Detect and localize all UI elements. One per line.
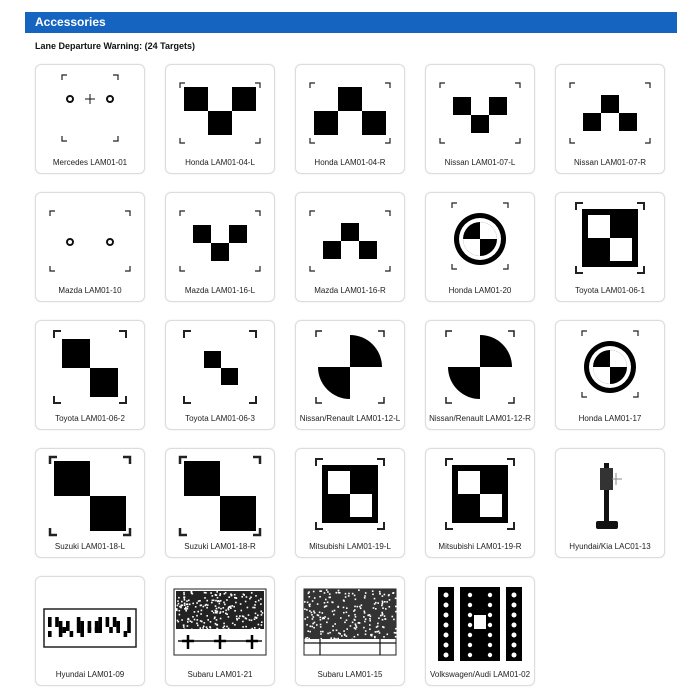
- target-card[interactable]: [555, 64, 665, 174]
- target-label: Nissan/Renault LAM01-12-L: [299, 414, 401, 423]
- target-card[interactable]: [35, 320, 145, 430]
- target-label: Hyundai/Kia LAC01-13: [569, 542, 651, 551]
- target-pattern-image: [40, 453, 140, 538]
- target-pattern-image: [300, 325, 400, 410]
- target-card[interactable]: [165, 320, 275, 430]
- target-pattern-image: [430, 69, 530, 154]
- target-label: Mazda LAM01-16-R: [314, 286, 386, 295]
- target-card[interactable]: [555, 448, 665, 558]
- target-card[interactable]: [295, 192, 405, 302]
- target-card[interactable]: [425, 192, 535, 302]
- target-pattern-image: [170, 197, 270, 282]
- target-pattern-image: [430, 197, 530, 282]
- target-card[interactable]: [425, 320, 535, 430]
- target-pattern-image: [40, 197, 140, 282]
- target-card[interactable]: [295, 320, 405, 430]
- target-label: Toyota LAM01-06-3: [185, 414, 255, 423]
- target-card[interactable]: [295, 576, 405, 686]
- target-label: Nissan LAM01-07-R: [573, 158, 647, 167]
- target-label: Mitsubishi LAM01-19-R: [438, 542, 522, 551]
- target-pattern-image: [300, 69, 400, 154]
- target-label: Mazda LAM01-10: [58, 286, 122, 295]
- target-label: Mitsubishi LAM01-19-L: [309, 542, 391, 551]
- target-card[interactable]: [165, 192, 275, 302]
- target-pattern-image: [430, 581, 530, 666]
- target-card[interactable]: [165, 448, 275, 558]
- target-label: Volkswagen/Audi LAM01-02: [429, 670, 531, 679]
- target-pattern-image: [300, 197, 400, 282]
- target-card[interactable]: [35, 64, 145, 174]
- target-card[interactable]: [425, 576, 535, 686]
- target-pattern-image: [560, 325, 660, 410]
- target-pattern-image: [300, 453, 400, 538]
- section-title: Lane Departure Warning: (24 Targets): [35, 41, 196, 51]
- target-label: Suzuki LAM01-18-L: [54, 542, 126, 551]
- target-card[interactable]: [35, 448, 145, 558]
- target-card[interactable]: [555, 320, 665, 430]
- target-pattern-image: [170, 453, 270, 538]
- target-card[interactable]: [425, 64, 535, 174]
- target-pattern-image: [560, 197, 660, 282]
- target-label: Nissan LAM01-07-L: [444, 158, 516, 167]
- target-card[interactable]: [555, 192, 665, 302]
- target-label: Toyota LAM01-06-1: [575, 286, 645, 295]
- target-label: Nissan/Renault LAM01-12-R: [429, 414, 531, 423]
- target-card[interactable]: [165, 64, 275, 174]
- target-label: Mercedes LAM01-01: [52, 158, 128, 167]
- target-label: Toyota LAM01-06-2: [55, 414, 125, 423]
- target-label: Honda LAM01-04-R: [314, 158, 386, 167]
- target-label: Hyundai LAM01-09: [55, 670, 125, 679]
- target-label: Subaru LAM01-21: [187, 670, 253, 679]
- target-card[interactable]: [295, 64, 405, 174]
- target-pattern-image: [560, 453, 660, 538]
- target-label: Suzuki LAM01-18-R: [184, 542, 256, 551]
- target-label: Subaru LAM01-15: [317, 670, 383, 679]
- target-pattern-image: [40, 325, 140, 410]
- target-pattern-image: [430, 325, 530, 410]
- target-pattern-image: [560, 69, 660, 154]
- target-card[interactable]: [35, 576, 145, 686]
- target-card[interactable]: [165, 576, 275, 686]
- section-header: Accessories: [25, 12, 677, 33]
- target-label: Honda LAM01-20: [448, 286, 512, 295]
- target-pattern-image: [300, 581, 400, 666]
- target-pattern-image: [170, 581, 270, 666]
- target-label: Mazda LAM01-16-L: [184, 286, 256, 295]
- target-label: Honda LAM01-17: [578, 414, 642, 423]
- target-pattern-image: [40, 69, 140, 154]
- target-pattern-image: [170, 69, 270, 154]
- target-card[interactable]: [425, 448, 535, 558]
- target-pattern-image: [40, 581, 140, 666]
- target-card[interactable]: [295, 448, 405, 558]
- target-card[interactable]: [35, 192, 145, 302]
- target-label: Honda LAM01-04-L: [185, 158, 255, 167]
- target-pattern-image: [170, 325, 270, 410]
- target-pattern-image: [430, 453, 530, 538]
